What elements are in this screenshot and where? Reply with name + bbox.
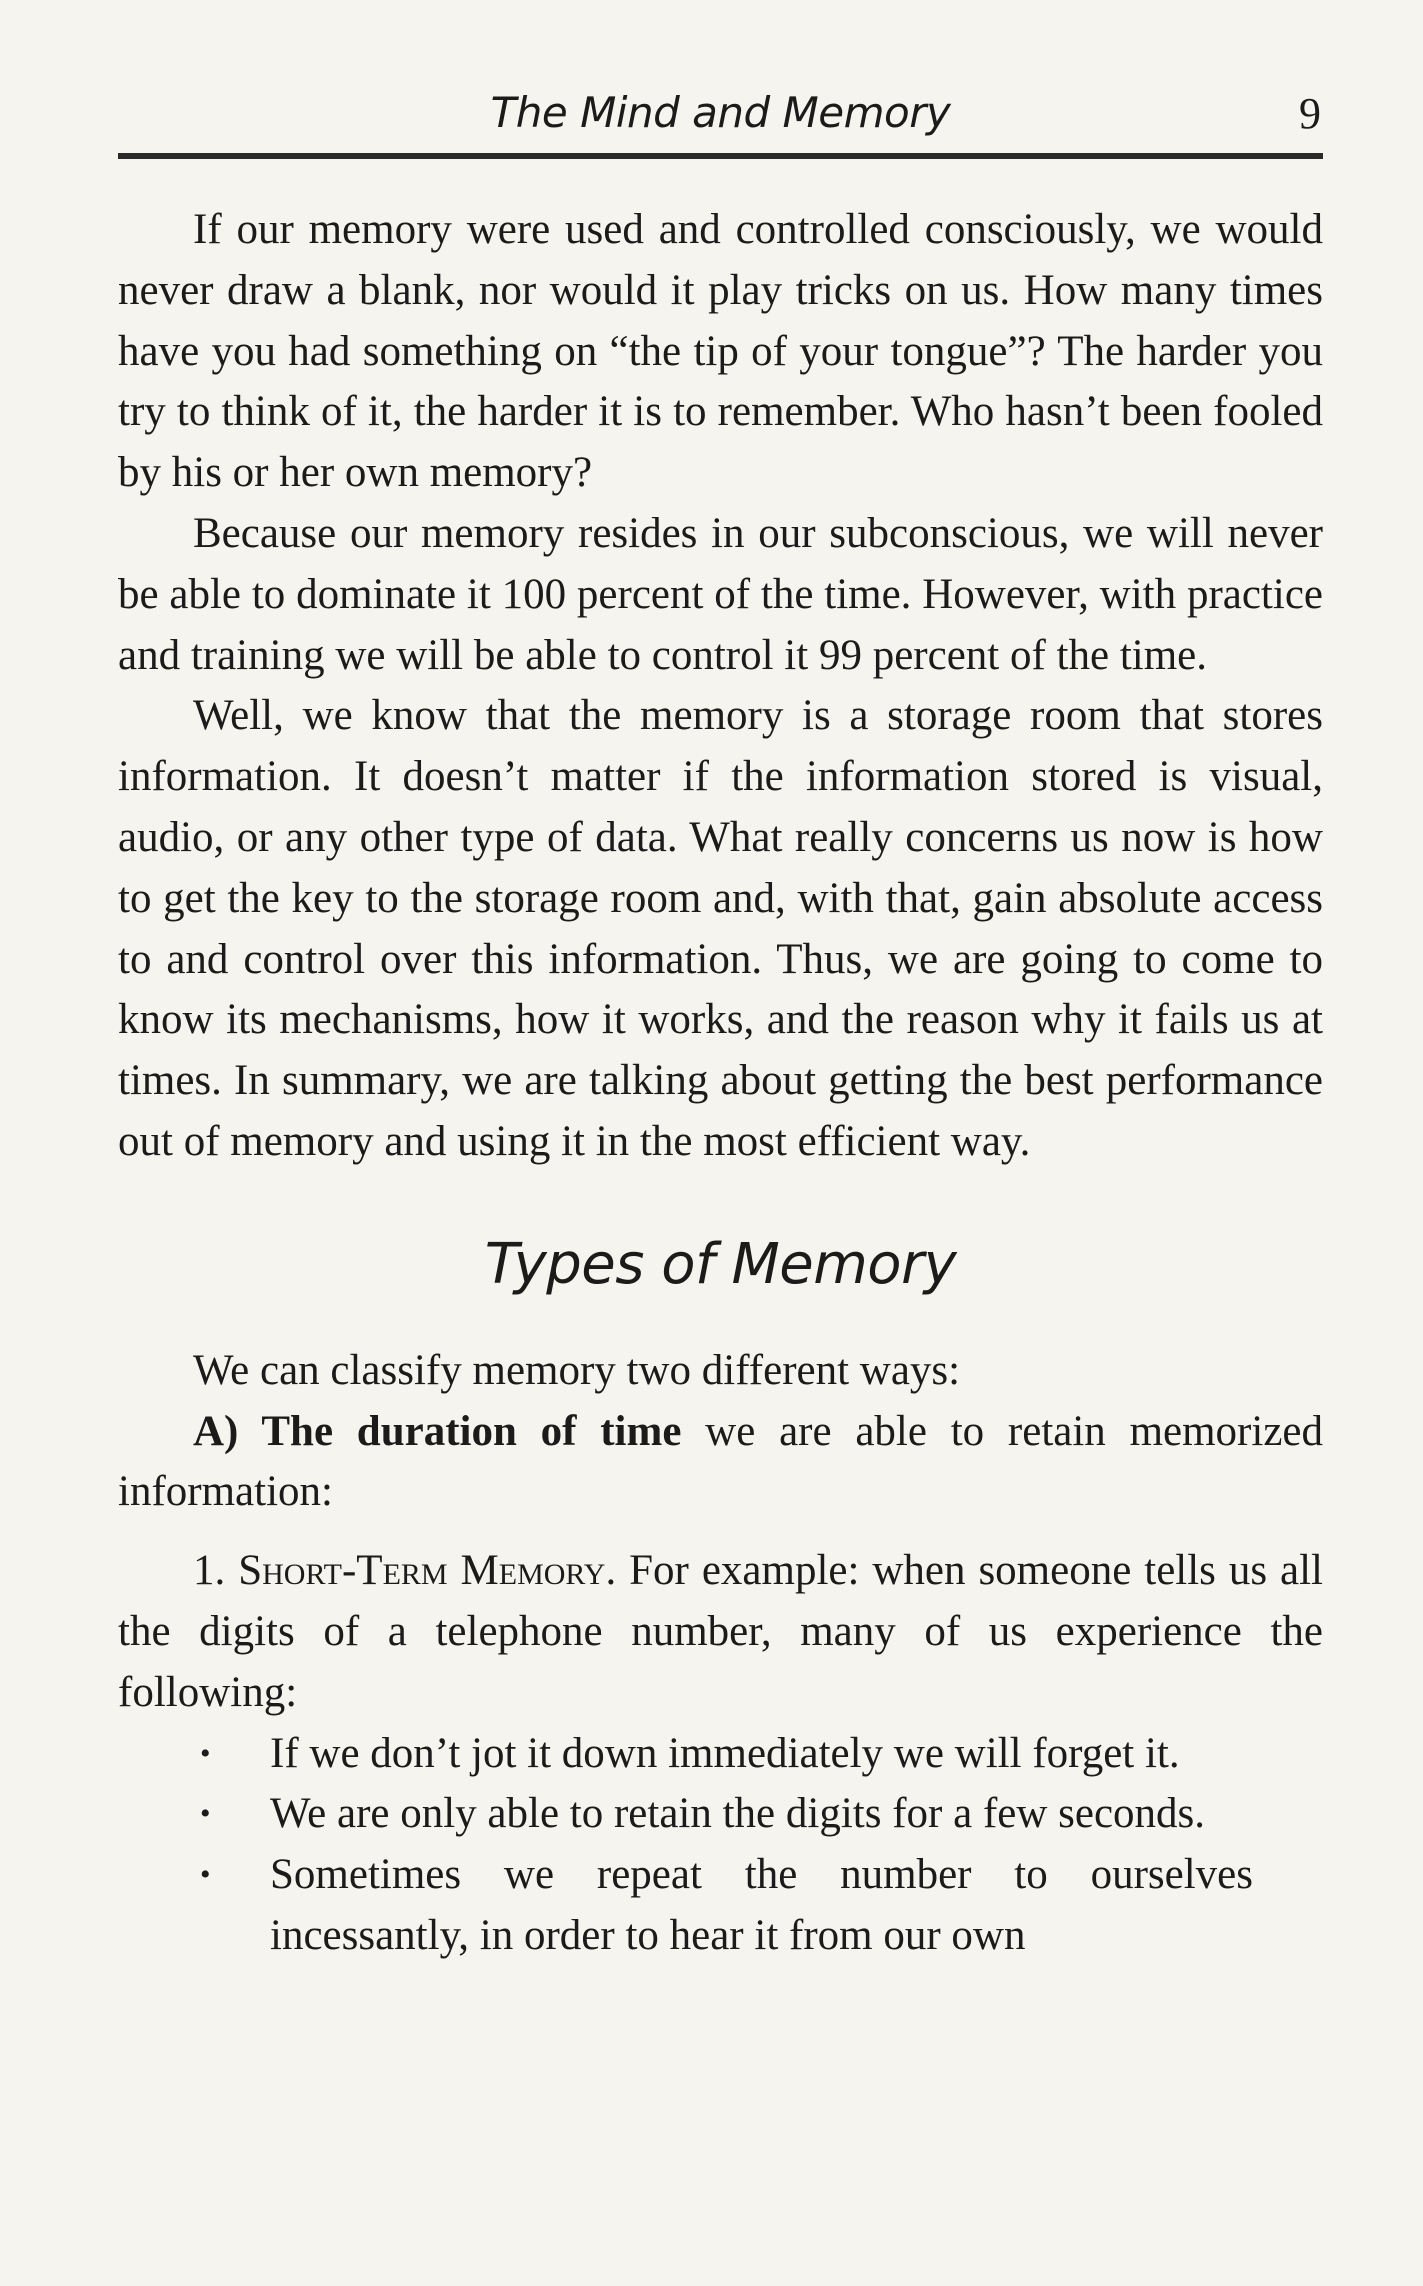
bullet-list <box>118 1724 1323 1967</box>
bullet-item <box>118 1784 1323 1845</box>
running-title: The Mind and Memory <box>490 88 951 137</box>
point-a-lead: A) The duration of time <box>193 1407 682 1455</box>
item-1 <box>118 1541 1323 1723</box>
bullet-text: We are only able to retain the digits for a few seconds. <box>270 1790 1206 1838</box>
paragraph-1: If our memory were used and controlled consciously, we would never draw a blank, nor would it play tricks on us. How many times have you had something on “the tip of your tongue”? The harder you try to think of it, the harder it is to remember. Who hasn’t been fooled by his or her own memory? <box>118 206 1323 497</box>
bullet-icon: • <box>200 1736 211 1770</box>
section-intro: We can classify memory two different ways: <box>193 1346 961 1394</box>
body-text <box>118 200 1323 1967</box>
header-rule <box>118 153 1323 159</box>
paragraph-2: Because our memory resides in our subconscious, we will never be able to dominate it 100 percent of the time. However, with practice and training we will be able to control it 99 percent of the time. <box>118 509 1323 679</box>
section-heading: Types of Memory <box>484 1231 957 1297</box>
paragraph-3: Well, we know that the memory is a storage room that stores information. It doesn’t matter if the information stored is visual, audio, or any other type of data. What really concerns us now is how to get the key to the storage room and, with that, gain absolute access to and control over this information. Thus, we are going to come to know its mechanisms, how it works, and the reason why it fails us at times. In summary, we are talking about getting the best performance out of memory and using it in the most efficient way. <box>118 692 1323 1165</box>
bullet-text: If we don’t jot it down immediately we will forget it. <box>270 1729 1180 1777</box>
bullet-item <box>118 1845 1323 1967</box>
item-1-text: For example: when someone tells us all the digits of a telephone number, many of us experience the following: <box>118 1547 1324 1716</box>
bullet-item <box>118 1724 1323 1785</box>
bullet-icon: • <box>200 1858 211 1892</box>
page-number: 9 <box>1299 89 1321 138</box>
item-1-number: 1. <box>193 1547 239 1595</box>
bullet-text: Sometimes we repeat the number to ourselves incessantly, in order to hear it from our own <box>270 1851 1253 1959</box>
point-a-text: we are able to retain memorized information: <box>118 1407 1323 1516</box>
item-1-label: Short-Term Memory. <box>238 1547 617 1595</box>
point-a <box>118 1402 1323 1524</box>
bullet-icon: • <box>200 1797 211 1831</box>
running-head <box>118 88 1323 148</box>
